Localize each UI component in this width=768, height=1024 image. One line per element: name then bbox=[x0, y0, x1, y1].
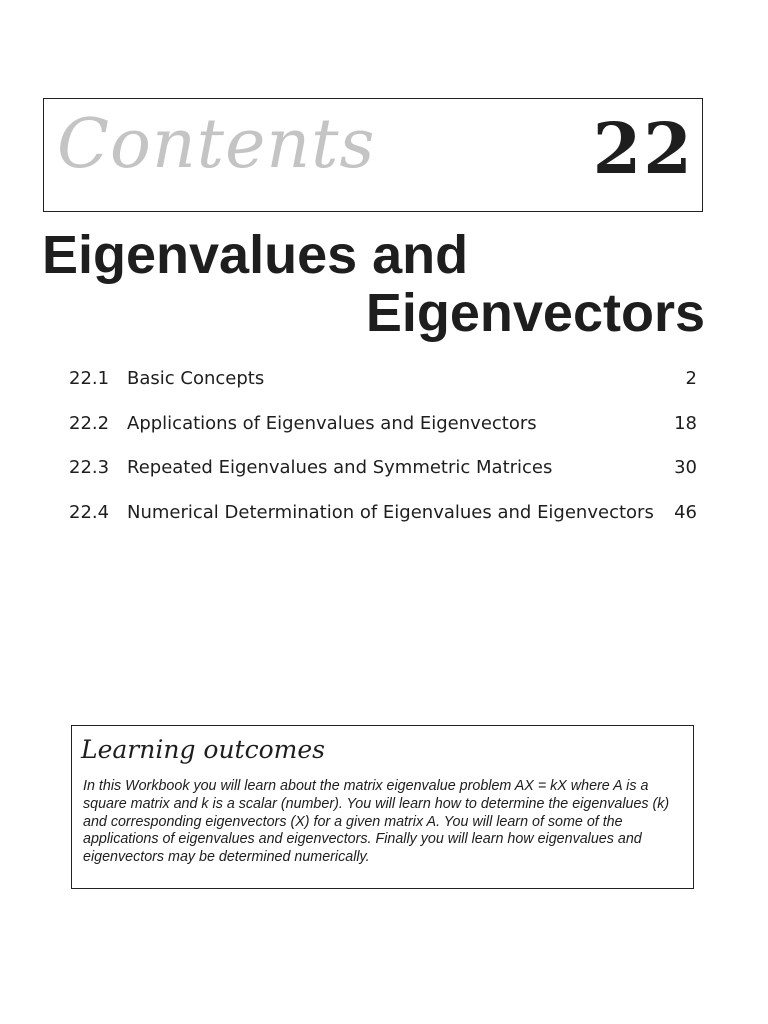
page-title-line-2: Eigenvectors bbox=[365, 283, 705, 343]
learning-outcomes-heading: Learning outcomes bbox=[81, 735, 325, 764]
toc-page-number: 30 bbox=[674, 457, 697, 478]
toc-section-title: Numerical Determination of Eigenvalues and Eigenvectors bbox=[127, 501, 654, 523]
toc-page-number: 2 bbox=[685, 368, 697, 389]
toc-section-number: 22.1 bbox=[69, 368, 110, 389]
toc-entry-22-4[interactable] bbox=[69, 498, 697, 543]
toc-entry-22-2[interactable] bbox=[69, 409, 697, 454]
contents-label: Contents bbox=[57, 105, 376, 184]
table-of-contents bbox=[69, 364, 697, 542]
learning-outcomes-text: In this Workbook you will learn about the matrix eigenvalue problem AX = kX where A is a square matrix and k is a scalar (number). You will learn how to determine the eigenvalues (k) and corresponding eigenvectors (X) for a given matrix A. You will learn of some of the applications of eigenvalues and eigenvectors. Finally you will learn how eigenvalues and eigenvectors may be determined numerically. bbox=[83, 778, 670, 866]
chapter-number: 22 bbox=[592, 107, 694, 190]
toc-page-number: 46 bbox=[674, 501, 697, 523]
toc-section-title: Basic Concepts bbox=[127, 368, 265, 389]
toc-section-number: 22.3 bbox=[69, 457, 110, 478]
learning-outcomes-box bbox=[71, 725, 694, 889]
toc-page-number: 18 bbox=[674, 412, 697, 434]
toc-section-title: Repeated Eigenvalues and Symmetric Matrices bbox=[127, 457, 553, 478]
toc-section-number: 22.4 bbox=[69, 501, 110, 523]
toc-entry-22-3[interactable] bbox=[69, 453, 697, 498]
contents-header-box bbox=[43, 98, 703, 212]
toc-entry-22-1[interactable] bbox=[69, 364, 697, 409]
toc-section-title: Applications of Eigenvalues and Eigenvectors bbox=[127, 412, 537, 434]
toc-section-number: 22.2 bbox=[69, 412, 110, 434]
page-title-line-1: Eigenvalues and bbox=[42, 225, 469, 285]
